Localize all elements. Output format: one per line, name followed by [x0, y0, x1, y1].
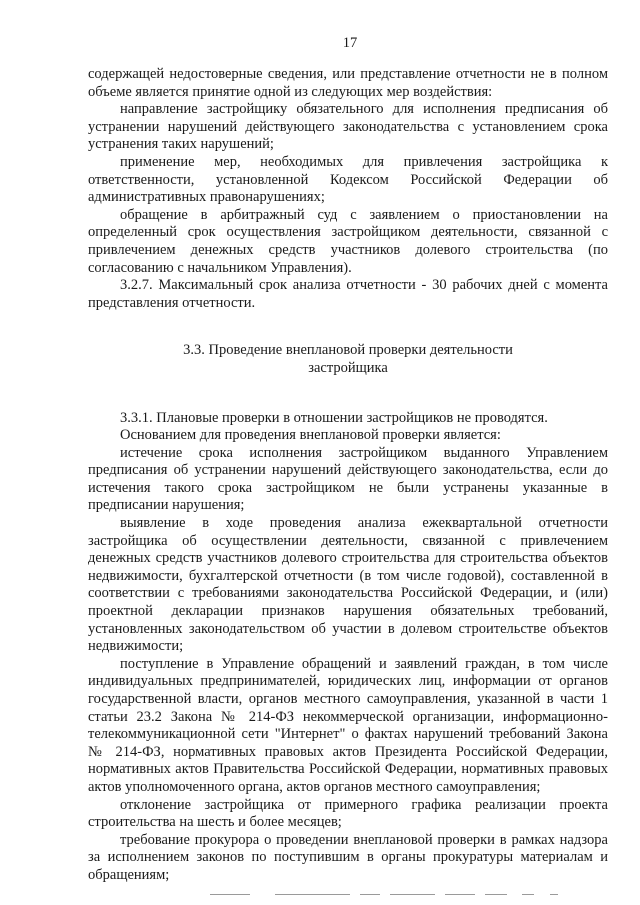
page-number: 17	[342, 35, 358, 51]
paragraph: 3.2.7. Максимальный срок анализа отчетности - 30 рабочих дней с момента представления отчетности.	[88, 277, 608, 311]
scan-artifact	[60, 892, 580, 898]
paragraph: поступление в Управление обращений и заявлений граждан, в том числе индивидуальных предпринимателей, юридических лиц, информации от органов государственной власти, органов местного самоуправления, указанной в части 1 статьи 23.2 Закона № 214-ФЗ некоммерческой организации, информационно-телекоммуникационной сети "Интернет" о фактах нарушений требований Закона № 214-ФЗ, нормативных правовых актов Президента Российской Федерации, нормативных актов Правительства Российской Федерации, нормативных правовых актов уполномоченного органа, актов органов местного самоуправления;	[88, 655, 608, 795]
paragraph: обращение в арбитражный суд с заявлением о приостановлении на определенный срок осуществления застройщиком деятельности, связанной с привлечением денежных средств участников долевого строительства (по согласованию с начальником Управления).	[88, 206, 608, 276]
paragraph: направление застройщику обязательного для исполнения предписания об устранении нарушений действующего законодательства с установлением срока устранения таких нарушений;	[88, 101, 608, 153]
paragraph: 3.3.1. Плановые проверки в отношении застройщиков не проводятся.	[120, 409, 548, 426]
paragraph: требование прокурора о проведении внеплановой проверки в рамках надзора за исполнением законов по поступившим в органы прокуратуры материалам и обращениям;	[88, 831, 608, 883]
document-page	[88, 34, 608, 885]
paragraph: истечение срока исполнения застройщиком выданного Управлением предписания об устранении нарушений действующего законодательства, если до истечения такого срока застройщиком не были устранены указанные в предписании нарушения;	[88, 444, 608, 514]
paragraph: содержащей недостоверные сведения, или представление отчетности не в полном объеме является принятие одной из следующих мер воздействия:	[88, 66, 608, 100]
section-heading	[88, 342, 608, 377]
section-bottom	[88, 410, 608, 885]
section-heading-line: 3.3. Проведение внеплановой проверки деятельности	[183, 342, 513, 359]
paragraph: Основанием для проведения внеплановой проверки является:	[120, 427, 501, 444]
paragraph: отклонение застройщика от примерного графика реализации проекта строительства на шесть и более месяцев;	[88, 796, 608, 831]
paragraph: выявление в ходе проведения анализа ежеквартальной отчетности застройщика об осуществлении деятельности, связанной с привлечением денежных средств участников долевого строительства для строительства объектов недвижимости, бухгалтерской отчетности (в том числе годовой), составленной в соответствии с требованиями законодательства Российской Федерации, и (или) проектной декларации признаков нарушения обязательных требований, установленных законодательством об участии в долевом строительстве объектов недвижимости;	[88, 515, 608, 655]
paragraph: применение мер, необходимых для привлечения застройщика к ответственности, установленной Кодексом Российской Федерации об административных правонарушениях;	[88, 153, 608, 206]
section-top	[88, 66, 608, 312]
section-heading-line: застройщика	[308, 359, 388, 376]
